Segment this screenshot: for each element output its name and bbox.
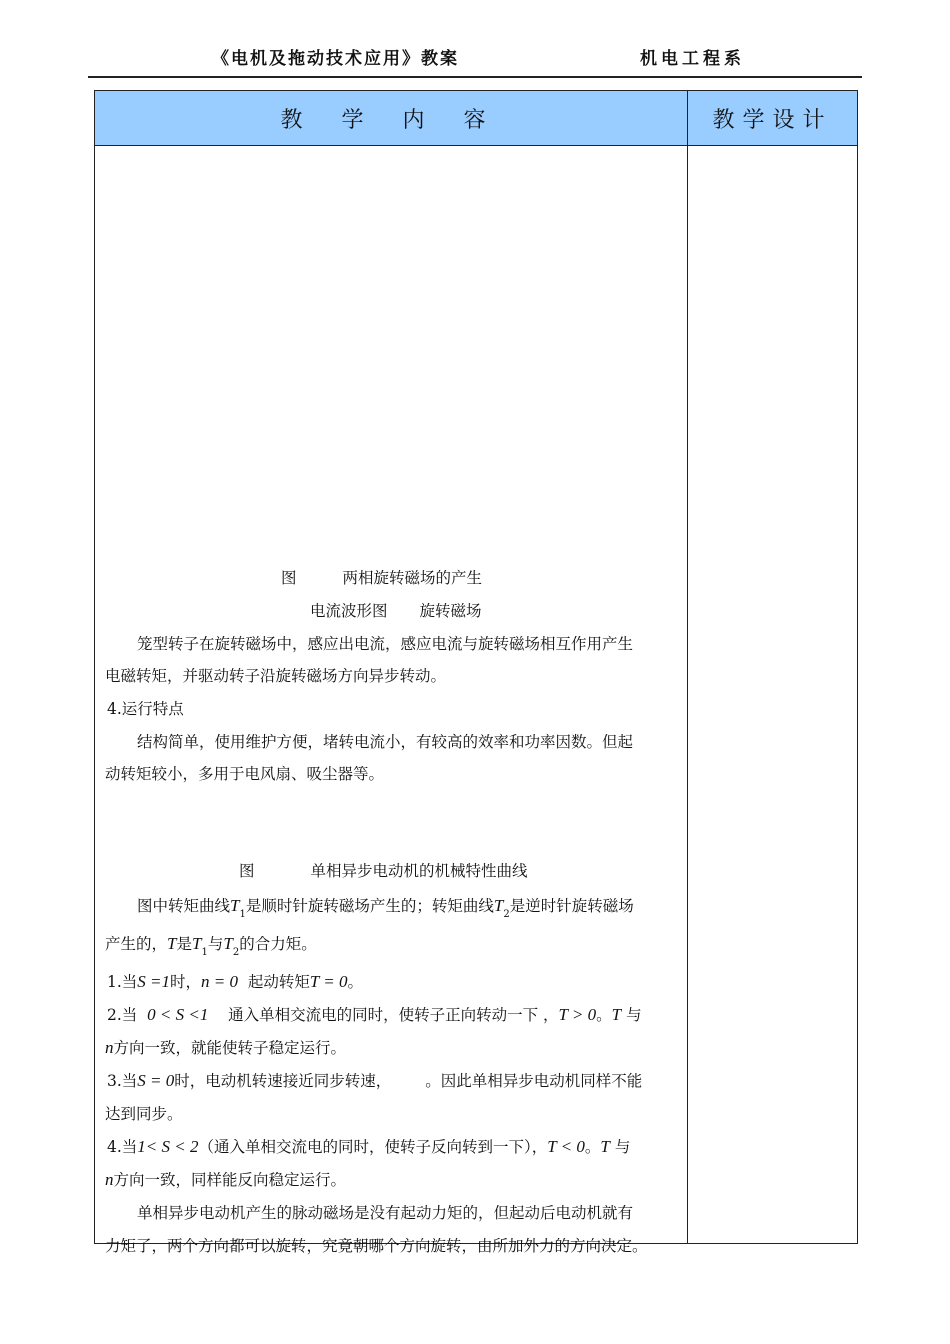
- para4-line1: 单相异步电动机产生的脉动磁场是没有起动力矩的，但起动后电动机就有: [137, 1204, 634, 1222]
- column-header-content: 教 学 内 容: [95, 91, 688, 146]
- item3-line1: 3.当S = 0时，电动机转速接近同步转速， 。因此单相异步电动机同样不能: [107, 1071, 643, 1090]
- header-rule: [88, 76, 862, 78]
- figure1-subcaptions: [310, 601, 482, 621]
- figure1-caption: 图 两相旋转磁场的产生: [281, 569, 483, 587]
- content-cell: [95, 146, 688, 1255]
- item4-line1: 4.当1< S < 2（通入单相交流电的同时，使转子反向转到一下），T < 0。T 与: [107, 1137, 631, 1156]
- figure1-subcaption-waveform: 电流波形图: [310, 602, 388, 620]
- para2-line1: 结构简单，使用维护方便，堵转电流小，有较高的效率和功率因数。但起: [137, 733, 634, 751]
- figure2-caption: 图 单相异步电动机的机械特性曲线: [239, 862, 528, 880]
- item2-line1: 2.当 0 < S <1 通入单相交流电的同时，使转子正向转动一下 ，T > 0。T 与: [107, 1005, 642, 1024]
- para3-line2: 产生的，T是$T_1$与$T_2$的合力矩。: [105, 934, 317, 958]
- figure1-subcaption-field: 旋转磁场: [419, 602, 482, 620]
- column-header-design: 教学设计: [688, 91, 858, 146]
- page-header: [0, 0, 950, 78]
- para2-line2: 动转矩较小，多用于电风扇、吸尘器等。: [105, 765, 385, 783]
- course-title: 《电机及拖动技术应用》教案: [212, 49, 459, 69]
- para4-line2: 力矩了，两个方向都可以旋转，究竟朝哪个方向旋转，由所加外力的方向决定。: [105, 1237, 648, 1255]
- para1-line2: 电磁转矩，并驱动转子沿旋转磁场方向异步转动。: [105, 667, 447, 685]
- section4-heading: 4.运行特点: [107, 700, 184, 718]
- item1: 1.当S =1时，n = 0 起动转矩T = 0。: [107, 972, 364, 991]
- item4-line2: n方向一致，同样能反向稳定运行。: [105, 1170, 347, 1189]
- para3-line1: 图中转矩曲线$T_1$是顺时针旋转磁场产生的；转矩曲线$T_2$是逆时针旋转磁场: [137, 896, 634, 920]
- item3-line2: 达到同步。: [105, 1105, 183, 1123]
- item2-line2: n方向一致，就能使转子稳定运行。: [105, 1038, 347, 1057]
- para1-line1: 笼型转子在旋转磁场中，感应出电流，感应电流与旋转磁场相互作用产生: [137, 635, 634, 653]
- department-name: 机电工程系: [640, 49, 745, 69]
- lesson-table: [94, 90, 858, 1255]
- design-cell: [688, 146, 858, 1244]
